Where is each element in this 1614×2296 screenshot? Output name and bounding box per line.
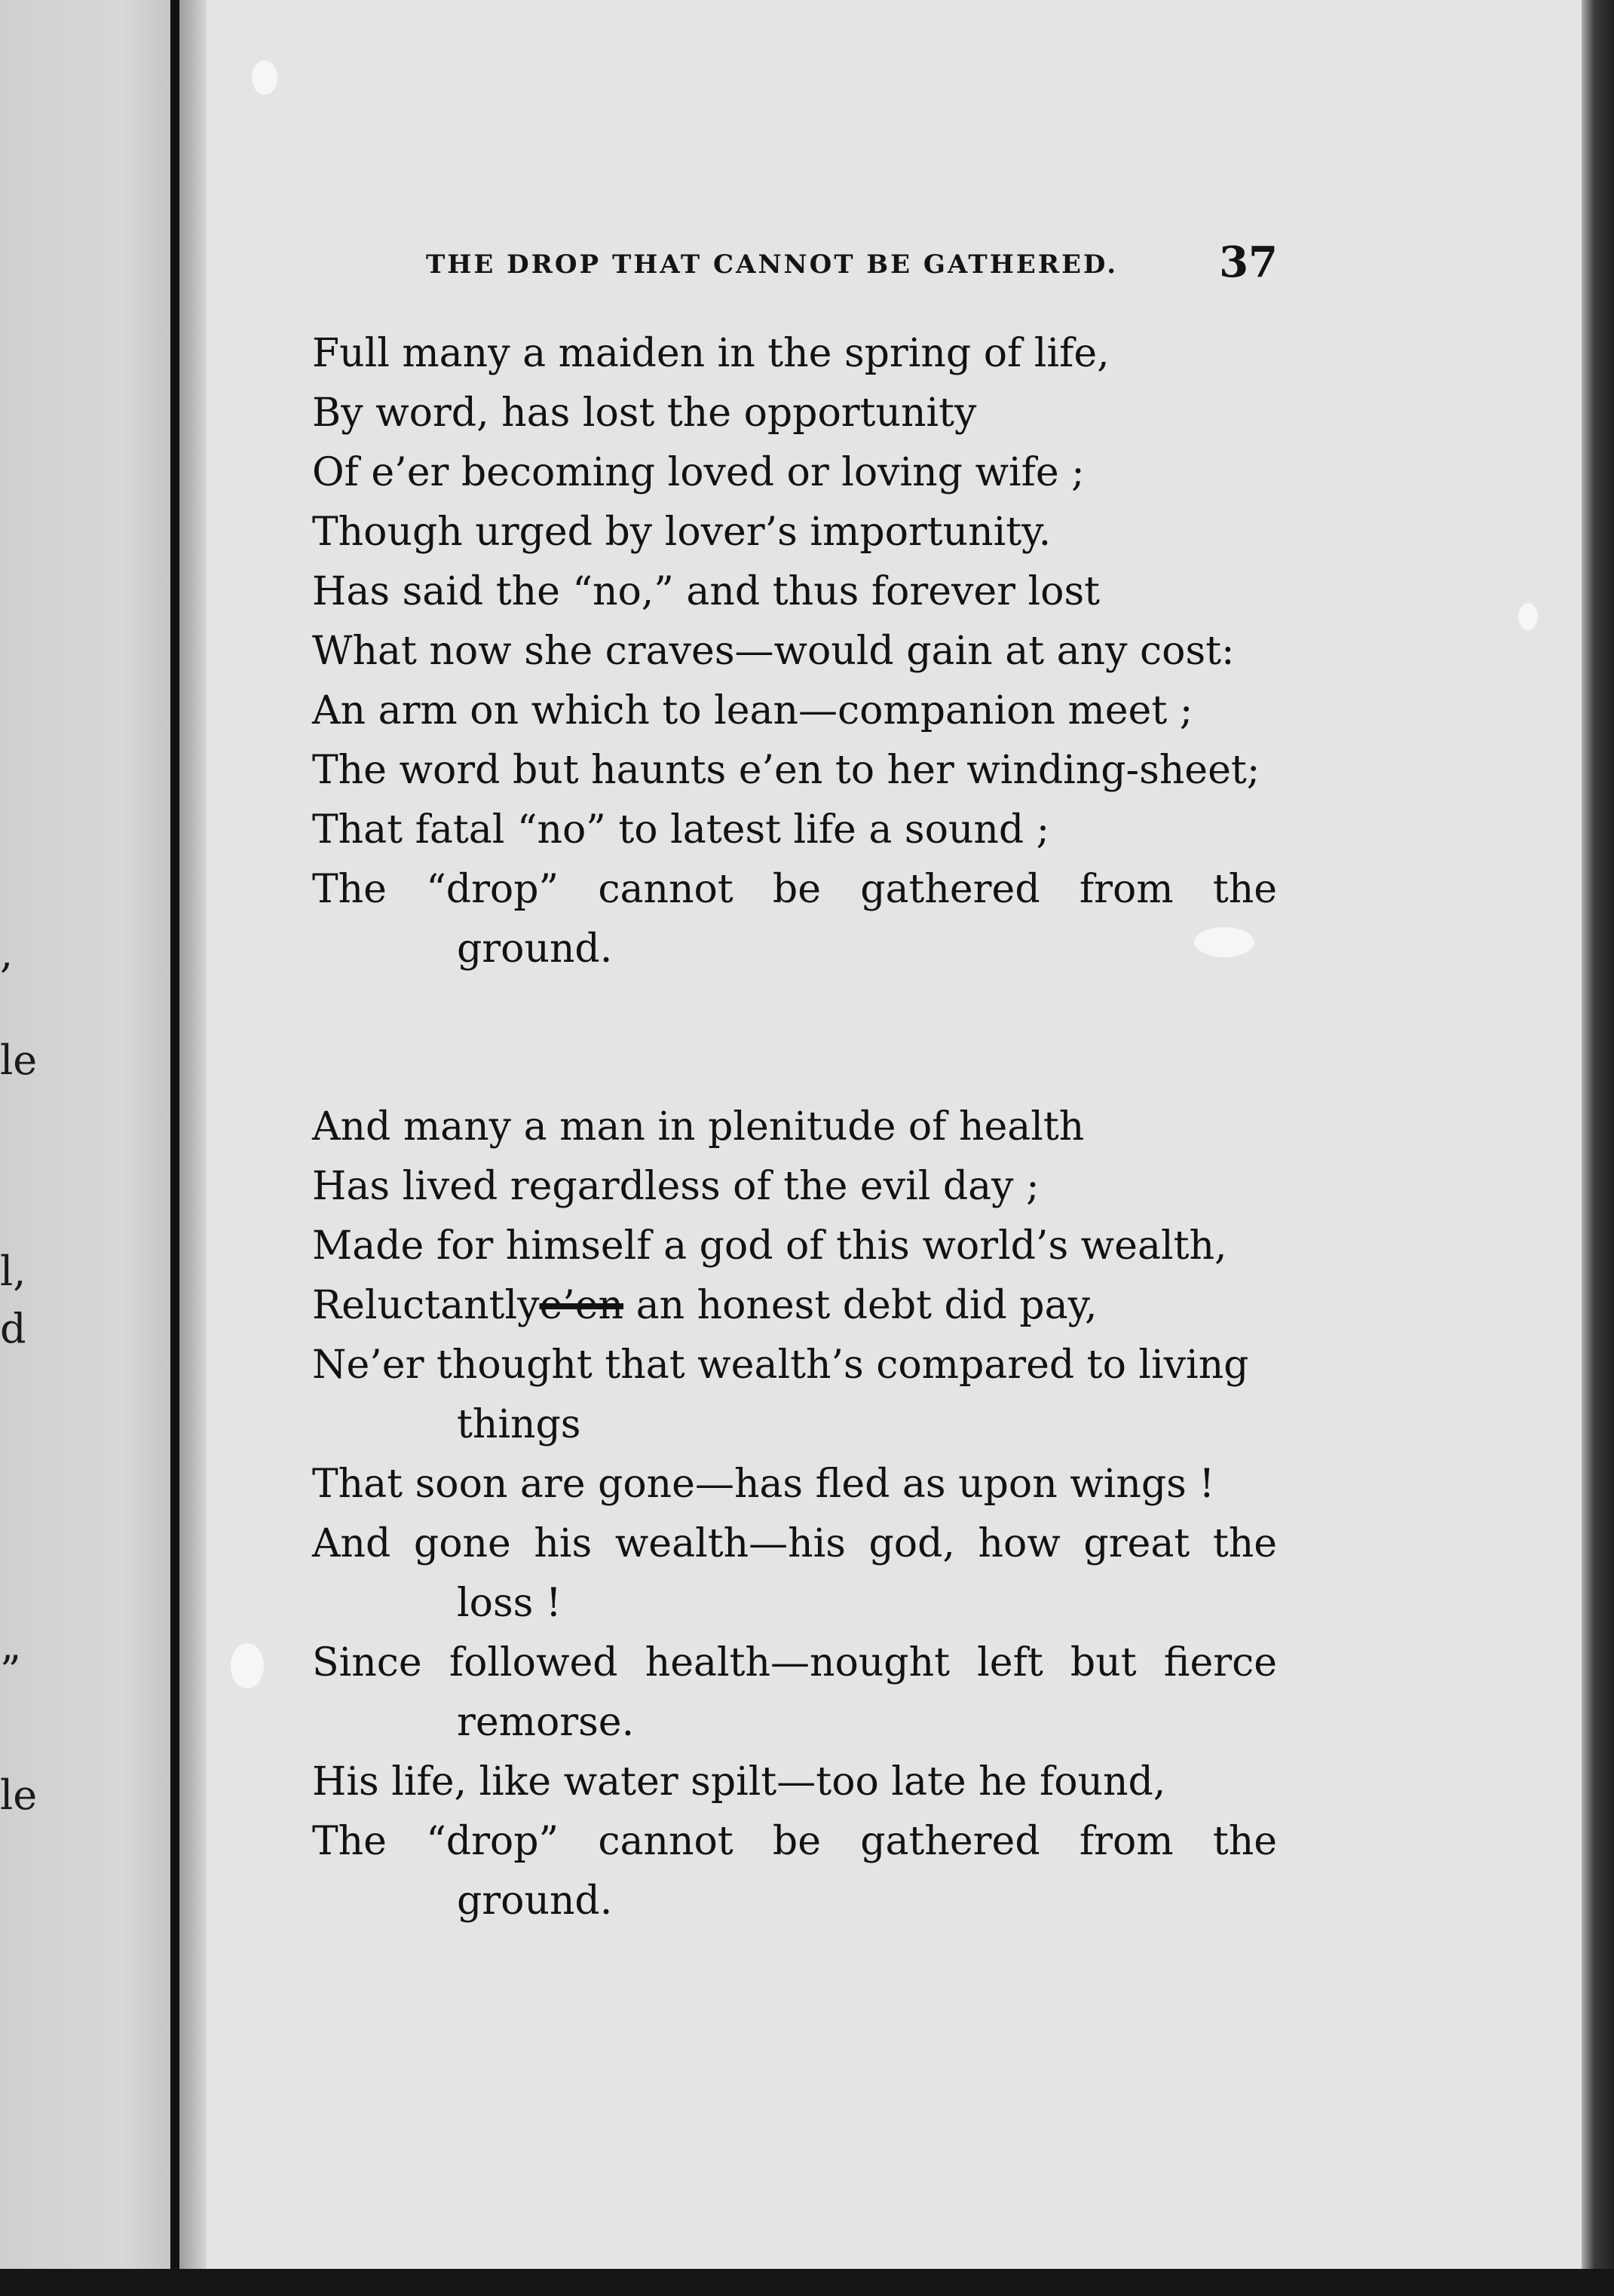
margin-fragment: d xyxy=(0,1305,26,1352)
poem-line: Full many a maiden in the spring of life, xyxy=(312,331,1110,376)
poem-line: And gone his wealth—his god, how great the xyxy=(312,1521,1277,1566)
poem-line: That soon are gone—has fled as upon wings ! xyxy=(312,1462,1215,1507)
poem-line: What now she craves—would gain at any cost: xyxy=(312,629,1235,674)
line-text: Reluctantly xyxy=(312,1283,540,1328)
poem-line: That fatal “no” to latest life a sound ; xyxy=(312,807,1050,853)
poem-line-continuation: ground. xyxy=(457,926,613,972)
paper-speck xyxy=(1518,603,1538,630)
margin-fragment: le xyxy=(0,1771,38,1819)
stanza xyxy=(312,324,1277,979)
gutter-shadow xyxy=(179,0,207,2296)
struck-word: e’en xyxy=(539,1283,624,1328)
poem-line: The “drop” cannot be gathered from the xyxy=(312,1819,1277,1864)
margin-fragment: , xyxy=(0,929,14,977)
margin-fragment: ” xyxy=(0,1647,21,1694)
book-gutter xyxy=(170,0,179,2296)
poem-line: Ne’er thought that wealth’s compared to living xyxy=(312,1342,1249,1388)
poem-line: Has said the “no,” and thus forever lost xyxy=(312,569,1101,614)
poem-line: Though urged by lover’s importunity. xyxy=(312,510,1052,555)
running-head xyxy=(426,237,1278,287)
poem-line: And many a man in plenitude of health xyxy=(312,1104,1085,1150)
poem-line-continuation: remorse. xyxy=(457,1700,635,1745)
paper-speck xyxy=(252,60,277,95)
stanza-break xyxy=(312,979,1277,1097)
poem-line: The word but haunts e’en to her winding-sheet; xyxy=(312,748,1260,793)
margin-fragment: l, xyxy=(0,1247,26,1295)
page-edge-right xyxy=(1582,0,1614,2296)
page-number: 37 xyxy=(1219,237,1278,287)
poem-line: Since followed health—nought left but fierce xyxy=(312,1640,1277,1685)
stanza xyxy=(312,1097,1277,1931)
poem-line: His life, like water spilt—too late he found, xyxy=(312,1759,1166,1805)
poem-line xyxy=(312,1276,1277,1336)
poem-line: An arm on which to lean—companion meet ; xyxy=(312,688,1193,733)
running-title: THE DROP THAT CANNOT BE GATHERED. xyxy=(426,249,1119,280)
paper-speck xyxy=(231,1643,264,1688)
line-text: an honest debt did pay, xyxy=(623,1283,1098,1328)
poem-line-continuation: loss ! xyxy=(457,1581,562,1626)
poem-line: Made for himself a god of this world’s wealth, xyxy=(312,1223,1227,1269)
poem-text xyxy=(312,324,1277,1931)
poem-line: The “drop” cannot be gathered from the xyxy=(312,867,1277,912)
poem-line-continuation: ground. xyxy=(457,1878,613,1924)
poem-line: Of e’er becoming loved or loving wife ; xyxy=(312,450,1085,495)
poem-line: Has lived regardless of the evil day ; xyxy=(312,1164,1040,1209)
facing-page-fragment xyxy=(0,0,175,2296)
poem-line-continuation: things xyxy=(457,1402,581,1447)
page-edge-bottom xyxy=(0,2269,1614,2296)
poem-line: By word, has lost the opportunity xyxy=(312,390,977,436)
margin-fragment: le xyxy=(0,1036,38,1084)
